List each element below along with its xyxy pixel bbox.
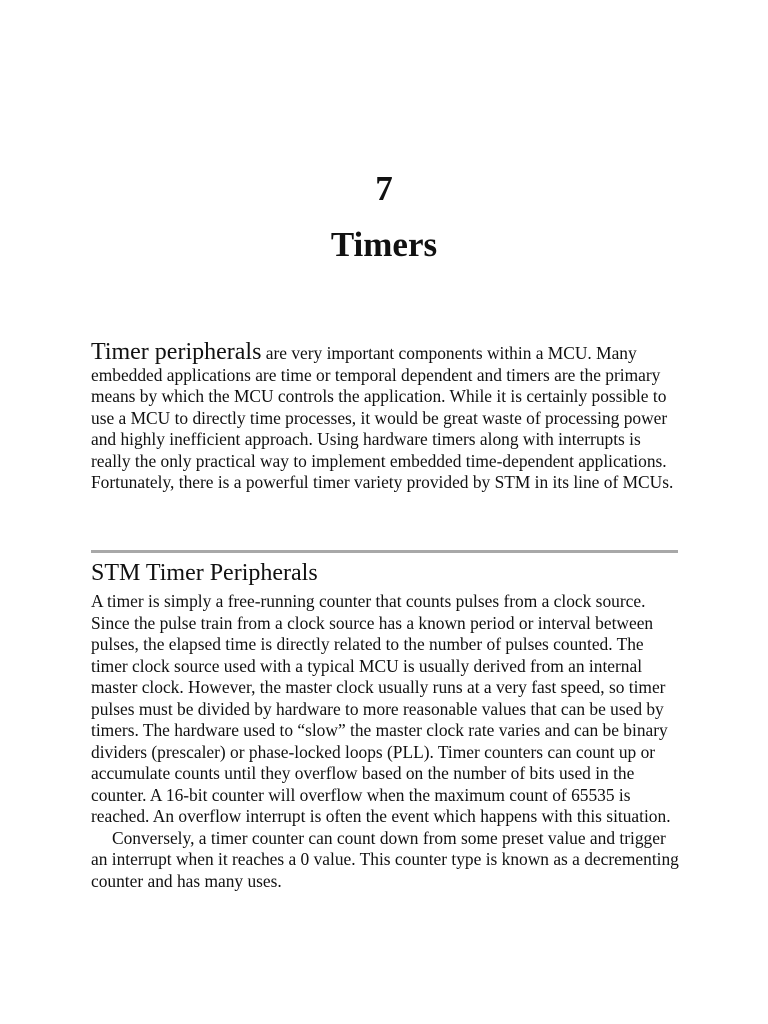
section-divider bbox=[91, 550, 678, 553]
intro-text: are very important components within a MCU. Many embedded applications are time or temporal dependent and timers are the primary means by which the MCU controls the application. While it is certainly possible to use a MCU to directly time processes, it would be great waste of processing power and highly inefficient approach. Using hardware timers along with interrupts is really the only practical way to implement embedded time-dependent applications. Fortunately, there is a powerful timer variety provided by STM in its line of MCUs. bbox=[91, 343, 674, 492]
body-paragraph: A timer is simply a free-running counter that counts pulses from a clock source. Since the pulse train from a clock source has a known period or interval between pulses, the elapsed time is directly related to the number of pulses counted. The timer clock source used with a typical MCU is usually derived from an internal master clock. However, the master clock usually runs at a very fast speed, so timer pulses must be divided by hardware to more reasonable values that can be used by timers. The hardware used to “slow” the master clock rate varies and can be binary dividers (prescaler) or phase-locked loops (PLL). Timer counters can count up or accumulate counts until they overflow based on the number of bits used in the counter. A 16-bit counter will overflow when the maximum count of 65535 is reached. An overflow interrupt is often the event which happens with this situation. bbox=[91, 591, 671, 826]
section-body bbox=[91, 591, 681, 892]
section-heading: STM Timer Peripherals bbox=[91, 560, 318, 586]
body-paragraph: Conversely, a timer counter can count down from some preset value and trigger an interrupt when it reaches a 0 value. This counter type is known as a decrementing counter and has many uses. bbox=[91, 827, 679, 891]
intro-paragraph bbox=[91, 339, 681, 494]
chapter-title: Timers bbox=[330, 225, 438, 264]
chapter-number: 7 bbox=[375, 169, 393, 208]
intro-lead-in: Timer peripherals bbox=[91, 339, 262, 365]
